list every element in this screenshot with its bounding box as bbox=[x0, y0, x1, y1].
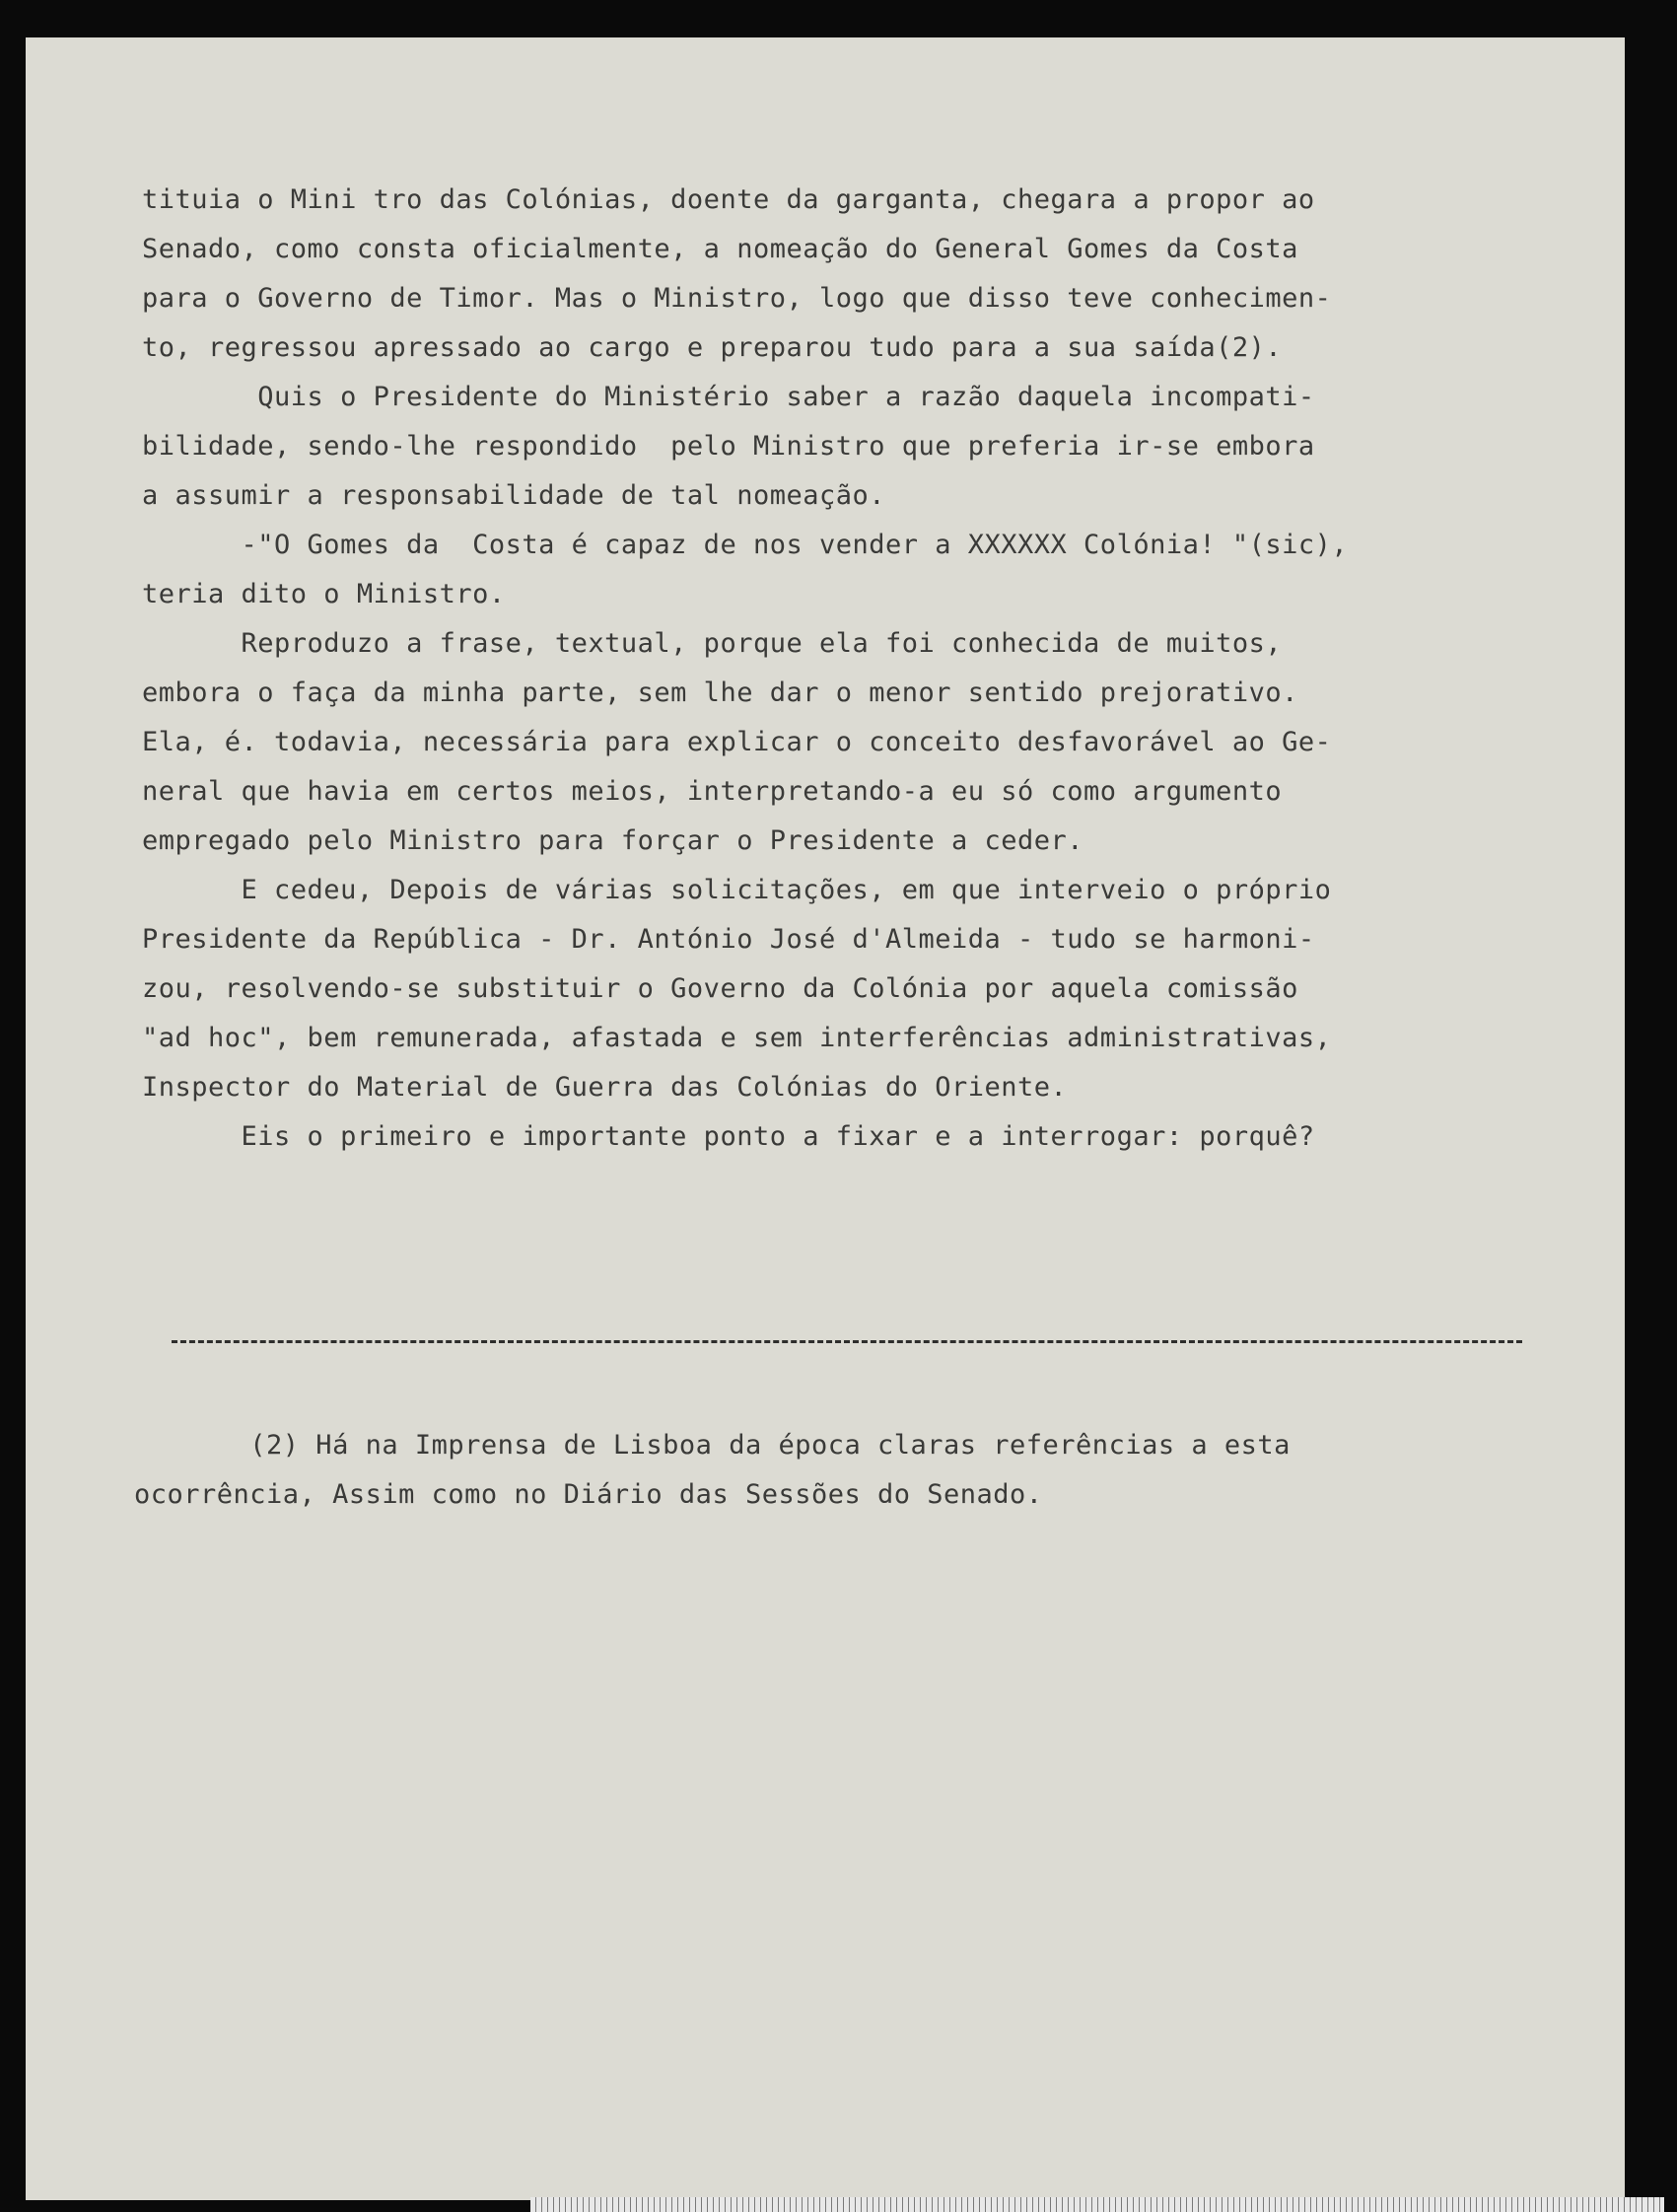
text-line: E cedeu, Depois de várias solicitações, em que interveio o próprio bbox=[142, 875, 1332, 905]
text-line: bilidade, sendo-lhe respondido pelo Ministro que preferia ir-se embora bbox=[142, 431, 1315, 462]
text-line: Reproduzo a frase, textual, porque ela foi conhecida de muitos, bbox=[142, 628, 1283, 659]
body-text bbox=[142, 176, 1581, 1162]
text-line: "ad hoc", bem remunerada, afastada e sem interferências administrativas, bbox=[142, 1023, 1332, 1053]
text-line: Quis o Presidente do Ministério saber a razão daquela incompati- bbox=[142, 382, 1315, 412]
footnote bbox=[134, 1420, 1573, 1519]
text-line: embora o faça da minha parte, sem lhe dar o menor sentido prejorativo. bbox=[142, 678, 1298, 708]
footnote-line: ocorrência, Assim como no Diário das Sessões do Senado. bbox=[134, 1479, 1043, 1510]
text-line: Senado, como consta oficialmente, a nomeação do General Gomes da Costa bbox=[142, 234, 1298, 264]
text-line: empregado pelo Ministro para forçar o Presidente a ceder. bbox=[142, 825, 1084, 856]
typewritten-page bbox=[26, 37, 1625, 2200]
text-line: Ela, é. todavia, necessária para explicar o conceito desfavorável ao Ge- bbox=[142, 727, 1332, 757]
text-line: zou, resolvendo-se substituir o Governo da Colónia por aquela comissão bbox=[142, 973, 1298, 1004]
text-line: Presidente da República - Dr. António José d'Almeida - tudo se harmoni- bbox=[142, 924, 1315, 955]
text-line: tituia o Mini tro das Colónias, doente da garganta, chegara a propor ao bbox=[142, 184, 1315, 215]
scale-ruler bbox=[530, 2197, 1664, 2212]
text-line: -"O Gomes da Costa é capaz de nos vender a XXXXXX Colónia! "(sic), bbox=[142, 530, 1349, 560]
text-line: neral que havia em certos meios, interpretando-a eu só como argumento bbox=[142, 776, 1283, 807]
text-line: para o Governo de Timor. Mas o Ministro, logo que disso teve conhecimen- bbox=[142, 283, 1332, 314]
footnote-separator bbox=[172, 1340, 1522, 1343]
footnote-line: (2) Há na Imprensa de Lisboa da época claras referências a esta bbox=[134, 1430, 1291, 1461]
text-line: Eis o primeiro e importante ponto a fixar e a interrogar: porquê? bbox=[142, 1121, 1315, 1152]
text-line: to, regressou apressado ao cargo e preparou tudo para a sua saída(2). bbox=[142, 332, 1283, 363]
text-line: Inspector do Material de Guerra das Colónias do Oriente. bbox=[142, 1072, 1068, 1103]
text-line: a assumir a responsabilidade de tal nomeação. bbox=[142, 480, 885, 511]
text-line: teria dito o Ministro. bbox=[142, 579, 506, 609]
